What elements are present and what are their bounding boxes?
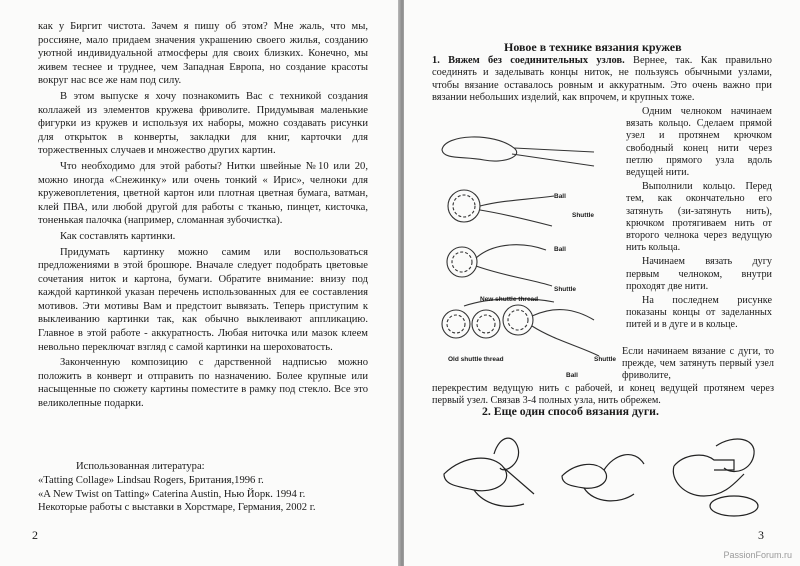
figure-label: Ball	[554, 193, 566, 200]
figure-label: Shuttle	[594, 356, 617, 363]
tatting-diagram-figure	[434, 130, 624, 362]
section-heading: 2. Еще один способ вязания дуги.	[482, 404, 659, 418]
page-number-right: 3	[758, 528, 764, 542]
reference-item: Некоторые работы с выставки в Хорстмаре, Германия, 2002 г.	[38, 502, 316, 514]
paragraph: Как составлять картинки.	[60, 230, 176, 242]
paragraph: Выполнили кольцо. Перед тем, как окончательно его затянуть (зи-затянуть нить), крючком протягиваем нить от второго челнока через ведущую нить кольца.	[626, 181, 772, 254]
paragraph: Одним челноком начинаем вязать кольцо. Сделаем прямой узел и протянем крючком свободный конец нити через петлю прямого узла вдоль ведущей нити.	[626, 106, 772, 179]
page-number-left: 2	[32, 528, 38, 542]
reference-item: «Tatting Collage» Lindsau Rogers, Британия,1996 г.	[38, 475, 264, 487]
references	[38, 460, 378, 515]
paragraph: На последнем рисунке показаны концы от заделанных питей и в дуге и в кольце.	[626, 295, 772, 331]
right-column-text	[626, 106, 772, 334]
references-title: Использованная литература:	[76, 461, 205, 472]
figure-label: Old shuttle thread	[448, 356, 504, 363]
paragraph: Законченную композицию с дарственной надписью можно положить в конверт и отправить по назначению. Более крупные или насыщенные по сюжету картины поместите в рамку под стекло. Все это великолепные подарки.	[38, 357, 368, 410]
paragraph: как у Биргит чистота. Зачем я пишу об этом? Мне жаль, что мы, россияне, мало придаем значения украшению своего жилья, созданию уютной индивидуальной атмосферы для своих близких. Конечно, мы живем теснее и труднее, чем Западная Европа, но создание красоты вокруг нас все же нам под силу.	[38, 21, 368, 87]
paragraph: Что необходимо для этой работы? Нитки швейные №10 или 20, можно иногда «Снежинку» или очень тонкий « Ирис», челноки для кружевоплетения, цветной картон или плотная цветная бумага, ватман, клей ПВА, или любой другой для работы с тканью, пинцет, кисточка, тоненькая палочка (например, сломанная зубочистка).	[38, 160, 368, 227]
reference-item: «A New Twist on Tatting» Caterina Austin, Нью Йорк. 1994 г.	[38, 488, 306, 500]
tail-text	[432, 346, 774, 407]
left-page-text	[38, 20, 368, 413]
watermark: PassionForum.ru	[723, 550, 792, 560]
paragraph: Начинаем вязать дугу первым челноком, внутри проходят две нити.	[626, 256, 772, 292]
figure-label: Shuttle	[572, 212, 595, 219]
figure-label: Ball	[566, 372, 578, 379]
figure-label: Ball	[554, 246, 566, 253]
paragraph: перекрестим ведущую нить с рабочей, и конец ведущей протянем через первый узел. Связав 3-4 полных узла, нить обрежем.	[432, 382, 774, 406]
subheading: 1. Вяжем без соединительных узлов.	[432, 55, 625, 66]
paragraph: Придумать картинку можно самим или воспользоваться предложениями в этой брошюре. Вначале следует подобрать цветовые сочетания ниток и картона, бумаги. Обратите внимание: внизу под каждой картинкой указан перечень использованных для ее составления мотивов. Эти мотивы Вам и предстоит вывязать. Теперь приступим к выклеиванию картинки так, как обычно выклеивают аппликацию. Главное в этой работе - аккуратность. Любая ниточка или мазок клеем невольно переключат взгляд с самой картинки на шероховатость.	[38, 246, 368, 353]
right-page	[404, 0, 800, 566]
page-title: Новое в технике вязания кружев	[504, 40, 682, 54]
figure-label: New shuttle thread	[480, 296, 539, 303]
intro-text	[432, 55, 772, 105]
intro-body: Вернее, так. Как правильно соединять и заделывать концы ниток, не пользуясь обычными узлами, чтобы вязание оставалось ровным и аккуратным. Это очень важно при вязании небольших изделий, как впрочем, и крупных тоже.	[432, 55, 772, 104]
paragraph: В этом выпуске я хочу познакомить Вас с техникой создания коллажей из элементов кружева фриволите. Придумывая маленькие фигурки из кружев и используя их наборы, можно создавать рисунки для открыток в конверты, закладки для книг, карточки для торжественных случаев и множество других картин.	[38, 90, 368, 157]
paragraph: Если начинаем вязание с дуги, то прежде, чем затянуть первый узел фриволите,	[622, 346, 774, 382]
figure-label: Shuttle	[554, 286, 577, 293]
hands-illustration	[434, 424, 774, 524]
